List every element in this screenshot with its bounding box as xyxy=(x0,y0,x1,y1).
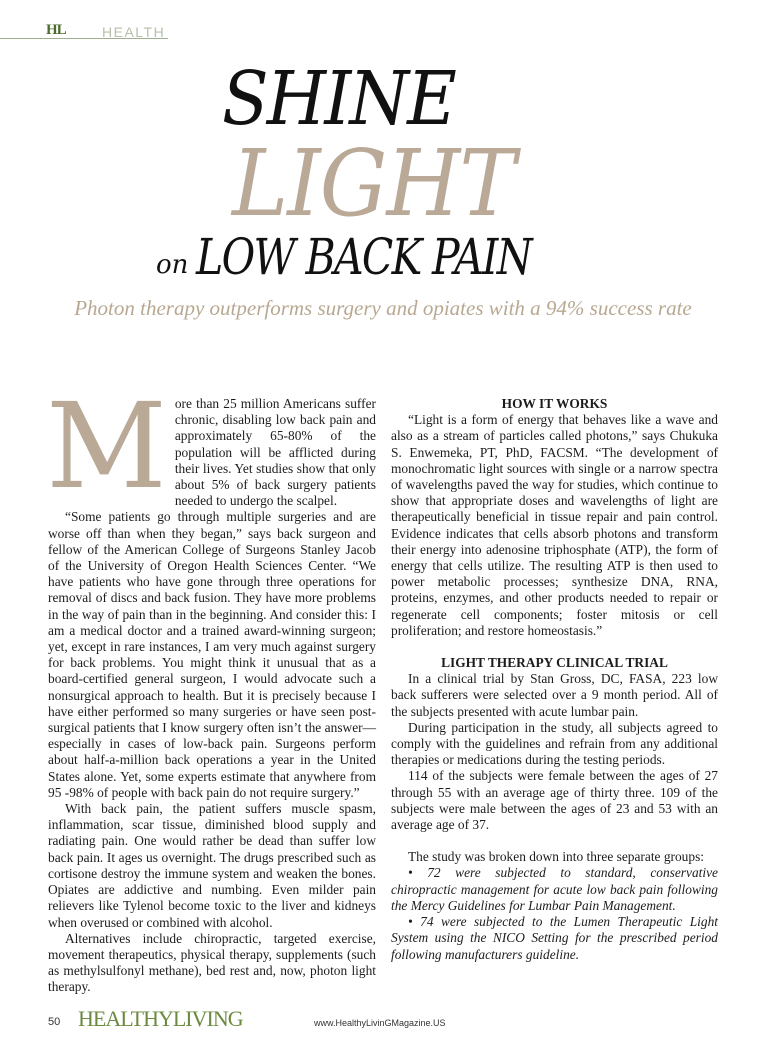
paragraph: During participation in the study, all subjects agreed to comply with the guidelines and refrain from any additional therapies or medications during the testing periods. xyxy=(391,719,718,768)
page-number: 50 xyxy=(48,1016,61,1028)
left-column xyxy=(46,377,376,996)
article-subtitle: Photon therapy outperforms surgery and opiates with a 94% success rate xyxy=(74,296,692,320)
right-column xyxy=(391,396,718,963)
paragraph: The study was broken down into three separate groups: xyxy=(408,849,705,865)
paragraph: “Light is a form of energy that behaves like a wave and also as a stream of particles called photons,” says Chukuka S. Enwemeka, PT, PhD, FACSM. “The development of monochromatic light sources with single or a narrow spectra of wavelengths paved the way for studies, which continue to show that appropriate doses and wavelengths of light are therapeutically beneficial in tissue repair and pain control. Evidence indicates that cells absorb photons and transform their energy into adenosine triphosphate (ATP), the form of energy that cells utilize. The resulting ATP is then used to power metabolic processes; synthesize DNA, RNA, proteins, enzymes, and other products needed to repair or regenerate cell components; foster mitosis or cell proliferation; and restore homeostasis.” xyxy=(391,412,718,638)
section-heading-how-it-works: HOW IT WORKS xyxy=(501,396,608,411)
footer-url: www.HealthyLivinGMagazine.US xyxy=(314,1018,446,1028)
paragraph: ore than 25 million Americans suffer chronic, disabling low back pain and approximately 65-80% of the population will be afflicted during their lives. Yet studies show that only about 5% of back surgery patients needed to undergo the scalpel. xyxy=(174,396,376,509)
title-low-back-pain: LOW BACK PAIN xyxy=(196,228,531,286)
title-light: LIGHT xyxy=(232,130,515,237)
magazine-logo-mark: HL xyxy=(46,22,66,38)
section-label: HEALTH xyxy=(102,24,166,40)
footer-magazine-logo: HEALTHYLIVING xyxy=(78,1006,243,1031)
paragraph: Alternatives include chiropractic, targeted exercise, movement therapeutics, physical therapy, supplements (such as methylsulfonyl methane), bed rest and, now, photon light therapy. xyxy=(48,930,376,995)
section-heading-clinical-trial: LIGHT THERAPY CLINICAL TRIAL xyxy=(441,655,668,671)
paragraph: With back pain, the patient suffers muscle spasm, inflammation, scar tissue, diminished blood supply and radiating pain. One would rather be dead than suffer low back pain. It ages us overnight. The drugs prescribed such as cortisone destroy the immune system and weaken the bones. Opiates are addictive and numbing. Even milder pain relievers like Tylenol become toxic to the liver and kidneys when overused or combined with alcohol. xyxy=(48,801,376,930)
drop-cap: M xyxy=(46,377,167,515)
title-shine: SHINE xyxy=(222,56,455,142)
bullet-item: • 74 were subjected to the Lumen Therapeutic Light System using the NICO Setting for the prescribed period following manufacturers guideline. xyxy=(391,914,718,962)
paragraph: 114 of the subjects were female between the ages of 27 through 55 with an average age of thirty three. 109 of the subjects were male between the ages of 23 and 53 with an average age of 37. xyxy=(391,768,718,833)
paragraph: “Some patients go through multiple surgeries and are worse off than when they began,” says back surgeon and fellow of the American College of Surgeons Stanley Jacob of the University of Oregon Health Sciences Center. “We have patients who have gone through three operations for removal of discs and back fusion. They have more problems in the way of pain than in the beginning. And consider this: I am a medical doctor and a trained award-winning surgeon; yet, except in rare instances, I am very much against surgery for back problems. You might think it unusual that as a board-certified general surgeon, I would advocate such a nonsurgical approach to health. But it is precisely because I have either performed so many surgeries or have seen post-surgical patients that I know surgery often isn’t the answer—especially in cases of low-back pain. Surgeons perform about half-a-million back operations a year in the United States alone. Yet, some experts estimate that anywhere from 95 -98% of people with back pain do not require surgery.” xyxy=(48,509,376,800)
bullet-item: • 72 were subjected to standard, conservative chiropractic management for acute low back pain following the Mercy Guidelines for Lumbar Pain Management. xyxy=(391,865,718,913)
title-on: on xyxy=(156,250,189,280)
paragraph: In a clinical trial by Stan Gross, DC, FASA, 223 low back sufferers were selected over a 9 month period. All of the subjects presented with acute lumbar pain. xyxy=(391,671,718,719)
